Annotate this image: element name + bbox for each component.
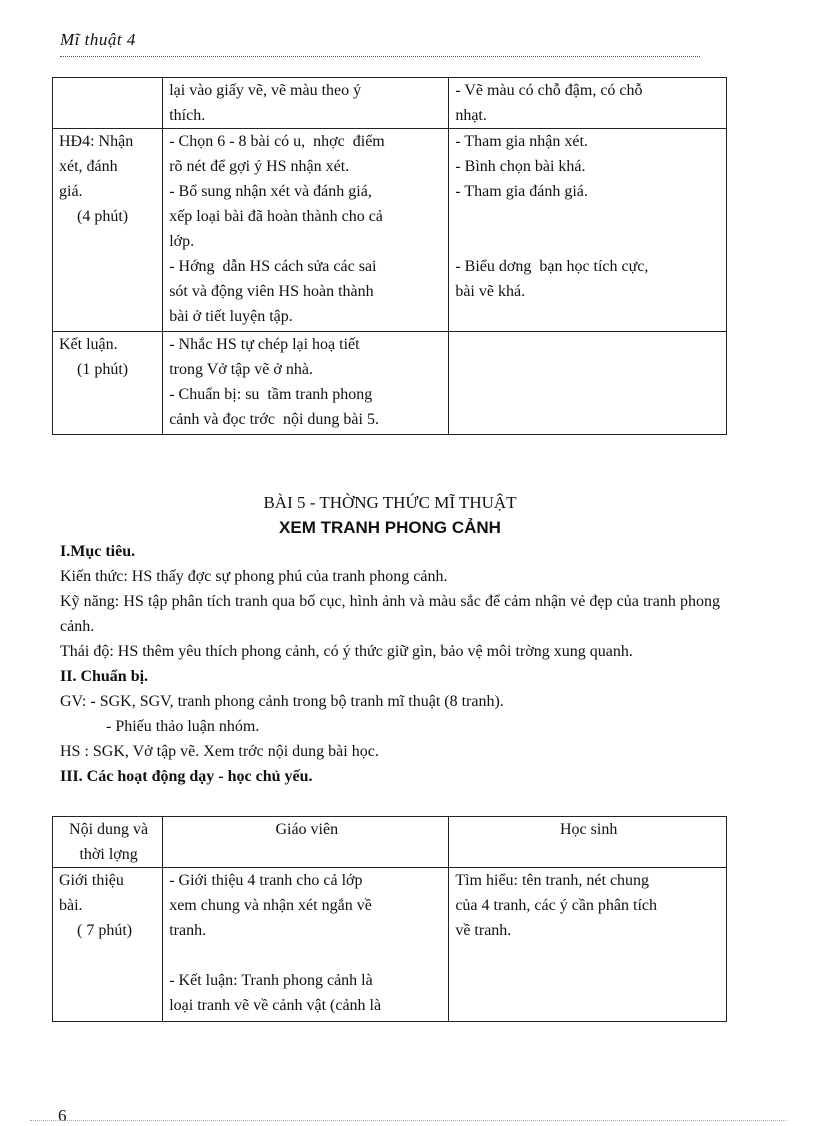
header-content-time: Nội dung và thời lợng xyxy=(53,817,163,868)
paragraph-student-prep: HS : SGK, Vở tập vẽ. Xem trớc nội dung bài học. xyxy=(60,743,379,760)
activity-table xyxy=(52,816,727,1022)
teacher-cell: - Nhắc HS tự chép lại hoạ tiết trong Vở tập vẽ ở nhà. - Chuẩn bị: su tầm tranh phong cảnh và đọc trớc nội dung bài 5. xyxy=(163,332,449,435)
activity-table-continued xyxy=(52,77,727,435)
paragraph-teacher-prep: GV: - SGK, SGV, tranh phong cảnh trong bộ tranh mĩ thuật (8 tranh). xyxy=(60,693,504,710)
teacher-cell: - Giới thiệu 4 tranh cho cả lớp xem chung và nhận xét ngắn về tranh. - Kết luận: Tranh phong cảnh là loại tranh vẽ về cảnh vật (cảnh là xyxy=(163,868,449,1022)
lesson-subtitle: XEM TRANH PHONG CẢNH xyxy=(279,518,501,537)
student-cell: Tìm hiểu: tên tranh, nét chung của 4 tranh, các ý cần phân tích về tranh. xyxy=(449,868,727,1022)
teacher-cell: - Chọn 6 - 8 bài có u, nhợc điểm rõ nét để gợi ý HS nhận xét. - Bổ sung nhận xét và đánh giá, xếp loại bài đã hoàn thành cho cả lớp. - Hớng dẫn HS cách sửa các sai sót và động viên HS hoàn thành bài ở tiết luyện tập. xyxy=(163,129,449,332)
header-title: Mĩ thuật 4 xyxy=(60,30,136,49)
table-row xyxy=(53,868,727,1022)
student-cell: - Tham gia nhận xét. - Bình chọn bài khá. - Tham gia đánh giá. - Biểu dơng bạn học tích cực, bài vẽ khá. xyxy=(449,129,727,332)
header-teacher: Giáo viên xyxy=(163,817,449,868)
paragraph-skills: Kỹ năng: HS tập phân tích tranh qua bố cục, hình ảnh và màu sắc để cảm nhận vẻ đẹp của tranh phong cảnh. xyxy=(60,593,720,635)
table-row xyxy=(53,78,727,129)
student-cell: - Vẽ màu có chỗ đậm, có chỗ nhạt. xyxy=(449,78,727,129)
table-row xyxy=(53,129,727,332)
content-cell: Giới thiệu bài. ( 7 phút) xyxy=(53,868,163,1022)
content-cell xyxy=(53,78,163,129)
section-heading-preparation: II. Chuẩn bị. xyxy=(60,668,149,685)
footer-divider xyxy=(30,1120,786,1121)
table-row xyxy=(53,332,727,435)
paragraph-attitude: Thái độ: HS thêm yêu thích phong cảnh, có ý thức giữ gìn, bảo vệ môi trờng xung quanh. xyxy=(60,643,633,660)
page-header xyxy=(60,30,700,57)
paragraph-knowledge: Kiến thức: HS thấy đợc sự phong phú của tranh phong cảnh. xyxy=(60,568,448,585)
paragraph-teacher-prep-2: - Phiếu thảo luận nhóm. xyxy=(106,718,260,735)
lesson-title: BÀI 5 - THỜNG THỨC MĨ THUẬT xyxy=(263,493,517,512)
section-heading-activities: III. Các hoạt động dạy - học chủ yếu. xyxy=(60,768,313,785)
teacher-cell: lại vào giấy vẽ, vẽ màu theo ý thích. xyxy=(163,78,449,129)
header-student: Học sinh xyxy=(449,817,727,868)
content-cell: HĐ4: Nhận xét, đánh giá. (4 phút) xyxy=(53,129,163,332)
page-number: 6 xyxy=(58,1106,67,1125)
section-heading-objectives: I.Mục tiêu. xyxy=(60,543,136,560)
student-cell xyxy=(449,332,727,435)
content-cell: Kết luận. (1 phút) xyxy=(53,332,163,435)
lesson-body xyxy=(60,539,720,789)
table-header-row xyxy=(53,817,727,868)
